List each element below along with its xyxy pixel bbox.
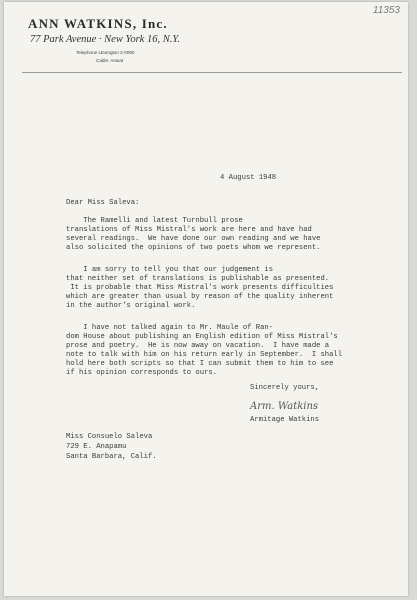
closing: Sincerely yours,	[250, 384, 320, 392]
letterhead-telephone: Telephone LExington 2-0090	[76, 50, 135, 55]
letterhead-company-name: ANN WATKINS, Inc.	[28, 16, 168, 31]
letter-page	[4, 2, 408, 596]
recipient-street: 729 E. Anapamu	[66, 443, 127, 451]
recipient-name: Miss Consuelo Saleva	[66, 433, 153, 441]
handwritten-signature: Arm. Watkins	[250, 401, 319, 412]
salutation: Dear Miss Saleva:	[66, 199, 140, 207]
letterhead-address: 77 Park Avenue · New York 16, N.Y.	[30, 34, 180, 45]
body-paragraph-3: I have not talked again to Mr. Maule of Ran- dom House about publishing an English edition of Miss Mistral's prose and poetry. He is now away on vacation. I have made a note to talk with him on his return early in September. I shall hold here both scripts so that I can submit them to him to see if his opinion corresponds to ours.	[66, 324, 343, 377]
recipient-city: Santa Barbara, Calif.	[66, 453, 157, 461]
body-paragraph-2: I am sorry to tell you that our judgement is that neither set of translations is publishable as presented. It is probable that Miss Mistral's work presents difficulties which are greater than usual by reason of the quality inherent in the author's original work.	[66, 266, 334, 310]
letterhead-divider	[22, 72, 402, 73]
letter-date: 4 August 1948	[220, 174, 277, 182]
signer-name: Armitage Watkins	[250, 416, 320, 424]
archive-number: 11353	[372, 5, 400, 16]
letterhead-cable: Cable: Anwat	[96, 58, 124, 63]
body-paragraph-1: The Ramelli and latest Turnbull prose translations of Miss Mistral's work are here and have had several readings. We have done our own reading and we have also solicited the opinions of two poets whom we represent.	[66, 217, 321, 252]
